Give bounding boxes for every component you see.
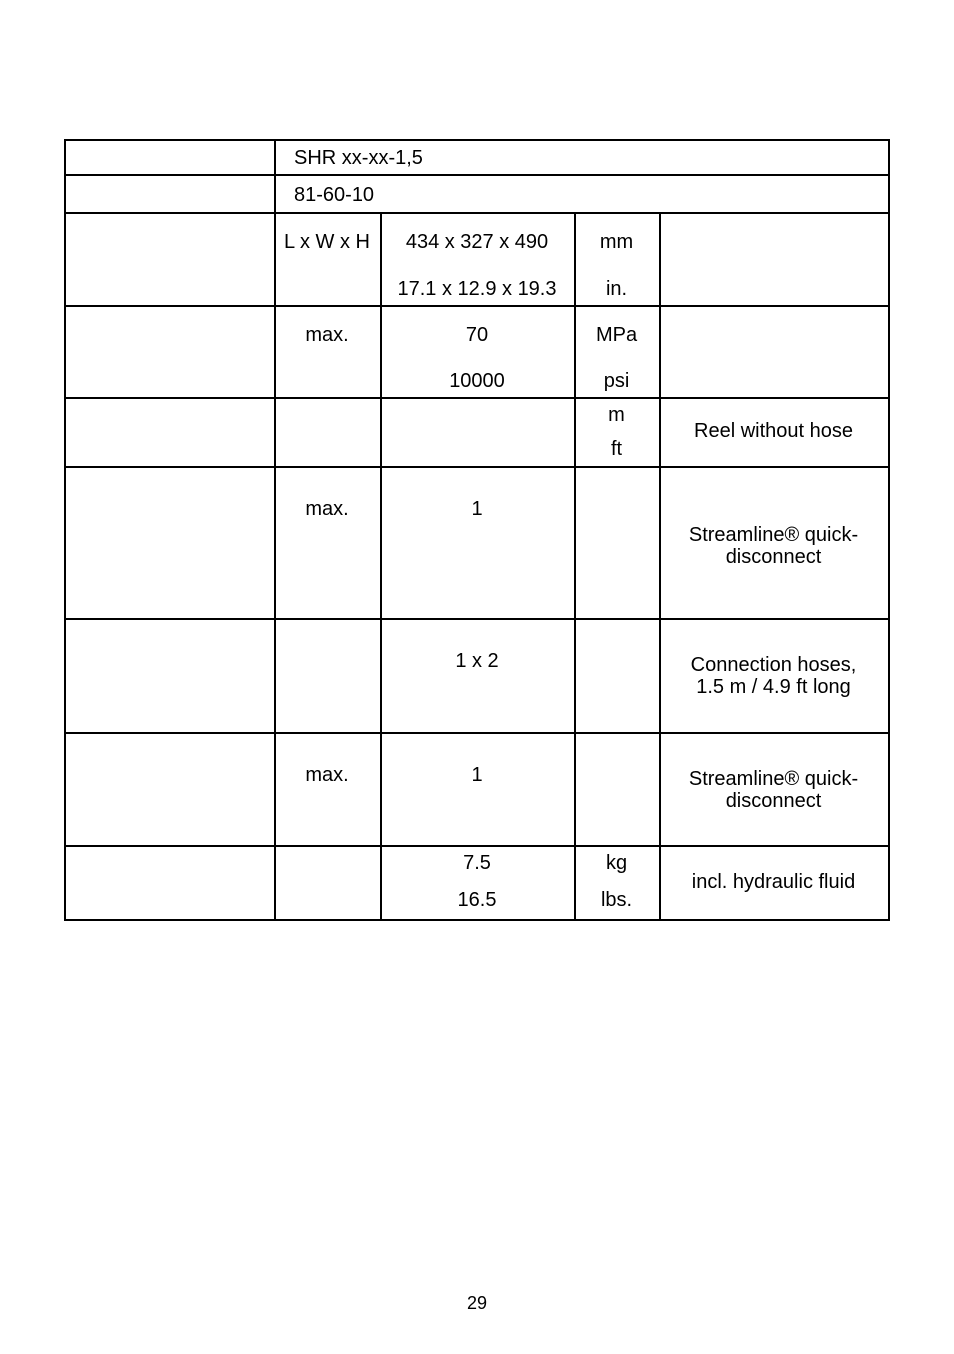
weight-imperial: 16.5 (457, 889, 497, 911)
weight-value-cell (380, 845, 576, 921)
coupler1-unit-cell (574, 466, 661, 620)
coupler2-value-cell (380, 732, 576, 847)
coupler2-note-line1: Streamline® quick- (688, 768, 859, 790)
model-text: SHR xx-xx-1,5 (294, 147, 423, 169)
hoses-note-cell (659, 618, 890, 734)
dimensions-imperial: 17.1 x 12.9 x 19.3 (397, 278, 557, 300)
pressure-qualifier-cell (274, 305, 382, 399)
coupler1-note (659, 524, 888, 568)
row-part-value-cell (274, 174, 890, 214)
coupler1-value-cell (380, 466, 576, 620)
dimensions-note-cell (659, 212, 890, 307)
coupler2-note-cell (659, 732, 890, 847)
pressure-qualifier: max. (305, 324, 349, 346)
hoses-unit-cell (574, 618, 661, 734)
weight-metric: 7.5 (463, 852, 491, 874)
coupler1-note-line2: disconnect (725, 546, 822, 568)
coupler2-note-line2: disconnect (725, 790, 822, 812)
length-note-cell (659, 397, 890, 468)
hoses-qualifier-cell (274, 618, 382, 734)
hoses-value: 1 x 2 (455, 650, 499, 672)
weight-metric-unit: kg (605, 852, 628, 874)
coupler2-qualifier-cell (274, 732, 382, 847)
row-coupler2-label-cell (66, 732, 276, 847)
length-qualifier-cell (274, 397, 382, 468)
coupler2-value: 1 (471, 764, 483, 786)
row-coupler1-label-cell (66, 466, 276, 620)
pressure-metric-unit: MPa (595, 324, 638, 346)
weight-imperial-unit: lbs. (600, 889, 633, 911)
row-dimensions-label-cell (66, 212, 276, 307)
length-unit-cell (574, 397, 661, 468)
coupler1-note-line1: Streamline® quick- (688, 524, 859, 546)
page-number: 29 (466, 1293, 488, 1313)
hoses-note-line2: 1.5 m / 4.9 ft long (696, 676, 851, 698)
weight-qualifier-cell (274, 845, 382, 921)
pressure-unit-cell (574, 305, 661, 399)
dimensions-imperial-unit: in. (605, 278, 628, 300)
length-metric-unit: m (608, 404, 625, 426)
coupler2-note (659, 768, 888, 812)
part-number-text: 81-60-10 (294, 184, 375, 206)
pressure-imperial: 10000 (449, 370, 505, 392)
hoses-value-cell (380, 618, 576, 734)
row-length-label-cell (66, 397, 276, 468)
pressure-note-cell (659, 305, 890, 399)
weight-note-cell (659, 845, 890, 921)
row-weight-label-cell (66, 845, 276, 921)
spec-table (64, 139, 890, 921)
coupler1-note-cell (659, 466, 890, 620)
weight-note: incl. hydraulic fluid (691, 871, 856, 893)
row-pressure-label-cell (66, 305, 276, 399)
length-value-cell (380, 397, 576, 468)
row-model-value-cell (274, 141, 890, 176)
dimensions-value-cell (380, 212, 576, 307)
coupler2-unit-cell (574, 732, 661, 847)
row-model-label-cell (66, 141, 276, 176)
dimensions-unit-cell (574, 212, 661, 307)
pressure-metric: 70 (465, 324, 489, 346)
length-imperial-unit: ft (610, 438, 623, 460)
dimensions-metric-unit: mm (599, 231, 634, 253)
weight-unit-cell (574, 845, 661, 921)
dimensions-metric: 434 x 327 x 490 (405, 231, 549, 253)
dimensions-qualifier-cell (274, 212, 382, 307)
coupler2-qualifier: max. (305, 764, 349, 786)
hoses-note (659, 654, 888, 698)
hoses-note-line1: Connection hoses, (690, 654, 857, 676)
pressure-imperial-unit: psi (603, 370, 630, 392)
pressure-value-cell (380, 305, 576, 399)
coupler1-value: 1 (471, 498, 483, 520)
length-note: Reel without hose (694, 420, 853, 442)
row-part-label-cell (66, 174, 276, 214)
coupler1-qualifier-cell (274, 466, 382, 620)
coupler1-qualifier: max. (305, 498, 349, 520)
dimensions-qualifier: L x W x H (284, 231, 370, 253)
row-hoses-label-cell (66, 618, 276, 734)
